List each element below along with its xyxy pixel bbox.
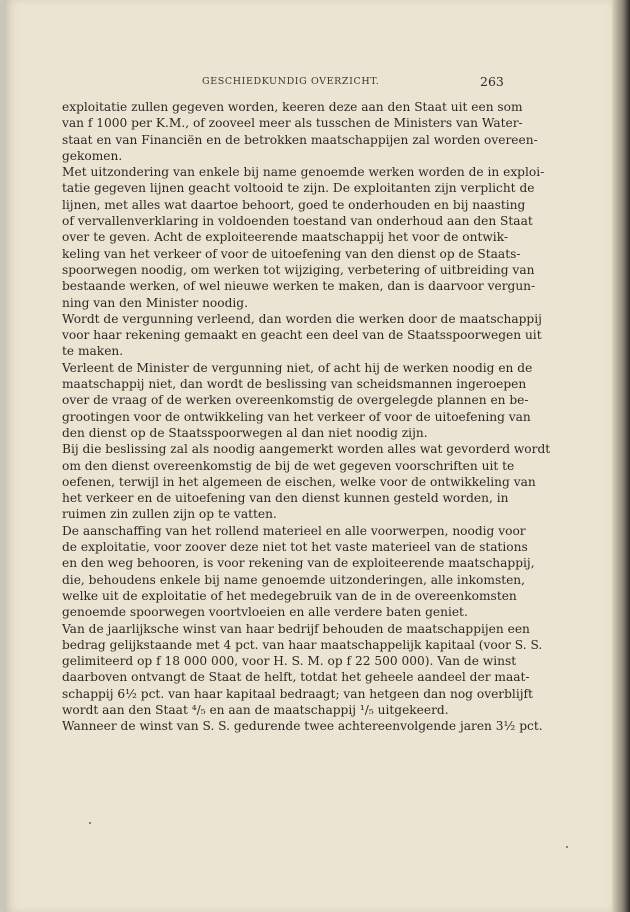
text-line: over te geven. Acht de exploiteerende maatschappij het voor de ontwik-	[62, 230, 508, 245]
text-line: bedrag gelijkstaande met 4 pct. van haar maatschappelijk kapitaal (voor S. S.	[62, 637, 543, 652]
text-line: Verleent de Minister de vergunning niet, of acht hij de werken noodig en de	[62, 360, 533, 375]
text-line: maatschappij niet, dan wordt de beslissing van scheidsmannen ingeroepen	[62, 377, 527, 392]
text-line: of vervallenverklaring in voldoenden toestand van onderhoud aan den Staat	[62, 214, 533, 229]
text-line: over de vraag of de werken overeenkomstig de overgelegde plannen en be-	[62, 393, 529, 408]
text-line: Wordt de vergunning verleend, dan worden die werken door de maatschappij	[62, 311, 542, 326]
text-line: Bij die beslissing zal als noodig aangemerkt worden alles wat gevorderd wordt	[62, 442, 551, 457]
running-head: GESCHIEDKUNDIG OVERZICHT.	[202, 76, 380, 87]
page-number: 263	[480, 74, 504, 89]
text-line: genoemde spoorwegen voortvloeien en alle verdere baten geniet.	[62, 605, 468, 620]
text-line: voor haar rekening gemaakt en geacht een deel van de Staatsspoorwegen uit	[62, 328, 542, 343]
text-line: te maken.	[62, 344, 124, 359]
text-line: keling van het verkeer of voor de uitoefening van den dienst op de Staats-	[62, 246, 521, 261]
text-line: Wanneer de winst van S. S. gedurende twee achtereenvolgende jaren 3½ pct.	[62, 719, 543, 734]
page-header	[6, 74, 622, 90]
text-line: tatie gegeven lijnen geacht voltooid te zijn. De exploitanten zijn verplicht de	[62, 181, 535, 196]
text-line: de exploitatie, voor zoover deze niet tot het vaste materieel van de stations	[62, 540, 528, 555]
text-line: daarboven ontvangt de Staat de helft, totdat het geheele aandeel der maat-	[62, 670, 530, 685]
text-line: grootingen voor de ontwikkeling van het verkeer of voor de uitoefening van	[62, 409, 531, 424]
text-line: het verkeer en de uitoefening van den dienst kunnen gesteld worden, in	[62, 491, 509, 506]
book-page	[6, 0, 622, 912]
text-line: ning van den Minister noodig.	[62, 295, 248, 310]
text-line: gekomen.	[62, 148, 123, 163]
text-line: den dienst op de Staatsspoorwegen al dan niet noodig zijn.	[62, 425, 428, 440]
text-line: die, behoudens enkele bij name genoemde uitzonderingen, alle inkomsten,	[62, 572, 526, 587]
text-line: Van de jaarlijksche winst van haar bedrijf behouden de maatschappijen een	[62, 621, 530, 636]
paper-speck	[89, 822, 91, 824]
body-text	[62, 99, 551, 735]
text-line: exploitatie zullen gegeven worden, keeren deze aan den Staat uit een som	[62, 100, 523, 114]
text-line: Met uitzondering van enkele bij name genoemde werken worden de in exploi-	[62, 165, 545, 180]
text-line: bestaande werken, of wel nieuwe werken te maken, dan is daarvoor vergun-	[62, 279, 536, 294]
text-line: van f 1000 per K.M., of zooveel meer als tusschen de Ministers van Water-	[62, 116, 523, 131]
text-line: schappij 6½ pct. van haar kapitaal bedraagt; van hetgeen dan nog overblijft	[62, 686, 533, 701]
text-line: lijnen, met alles wat daartoe behoort, goed te onderhouden en bij naasting	[62, 197, 526, 212]
text-line: om den dienst overeenkomstig de bij de wet gegeven voorschriften uit te	[62, 458, 515, 473]
text-line: staat en van Financiën en de betrokken maatschappijen zal worden overeen-	[62, 132, 538, 147]
text-line: De aanschaffing van het rollend materieel en alle voorwerpen, noodig voor	[62, 523, 526, 538]
text-line: spoorwegen noodig, om werken tot wijziging, verbetering of uitbreiding van	[62, 262, 535, 277]
text-line: oefenen, terwijl in het algemeen de eischen, welke voor de ontwikkeling van	[62, 474, 536, 489]
scan-right-edge	[612, 0, 630, 912]
text-line: gelimiteerd op f 18 000 000, voor H. S. M. op f 22 500 000). Van de winst	[62, 654, 517, 669]
text-line: welke uit de exploitatie of het medegebruik van de in de overeenkomsten	[62, 588, 517, 603]
text-line: wordt aan den Staat ⁴/₅ en aan de maatschappij ¹/₅ uitgekeerd.	[62, 702, 449, 717]
text-line: ruimen zin zullen zijn op te vatten.	[62, 507, 277, 522]
paper-speck	[566, 846, 568, 848]
text-line: en den weg behooren, is voor rekening van de exploiteerende maatschappij,	[62, 556, 535, 571]
